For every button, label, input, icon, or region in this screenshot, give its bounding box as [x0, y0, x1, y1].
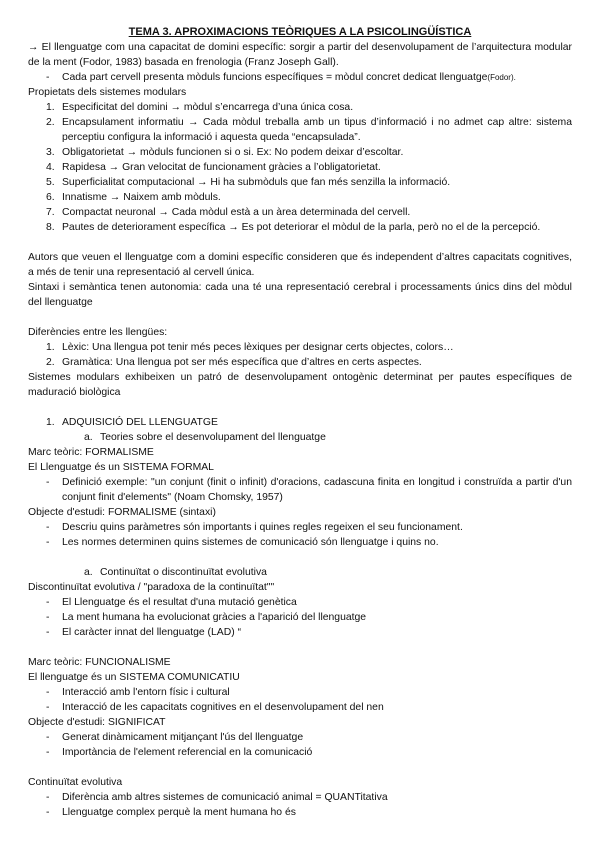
list-item: - Les normes determinen quins sistemes de comunicació són llenguatge i quins no. [0, 535, 572, 550]
list-item: 2. Encapsulament informatiu → Cada mòdul treballa amb un tipus d’informació i no admet cap altre: sistema perceptiu configura la informació i aquesta queda “encapsulada”. [46, 117, 572, 143]
intro-bullet-citation: (Fodor). [487, 73, 516, 82]
section-heading: 1. ADQUISICIÓ DEL LLENGUATGE [46, 417, 218, 428]
communicative-system-line: El llenguatge és un SISTEMA COMUNICATIU [28, 672, 240, 683]
list-item: - Generat dinàmicament mitjançant l'ús del llenguatge [0, 730, 572, 745]
sistemes-paragraph: Sistemes modulars exhibeixen un patró de desenvolupament ontogènic determinat per pautes específiques de maduració biològica [28, 372, 572, 398]
properties-list [0, 100, 600, 235]
definition-bullet: - Definició exemple: "un conjunt (finit o infinit) d'oracions, cadascuna finita en longitud i construïda a partir d'un conjunt finit d'elements" (Noam Chomsky, 1957) [0, 475, 572, 505]
autors-paragraph: Autors que veuen el llenguatge com a domini específic consideren que és independent d’altres capacitats cognitives, a més de tenir una representació al cervell única. [28, 252, 572, 278]
func-object-line: Objecte d'estudi: SIGNIFICAT [28, 717, 166, 728]
subsection-heading: a. Teories sobre el desenvolupament del llenguatge [84, 432, 326, 443]
differences-heading: Diferències entre les llengües: [28, 327, 168, 338]
intro-bullet [0, 70, 572, 85]
list-item: 6. Innatisme → Naixem amb mòduls. [46, 192, 221, 203]
list-item: - La ment humana ha evolucionat gràcies a l'aparició del llenguatge [0, 610, 572, 625]
intro-bullet-text: Cada part cervell presenta mòduls funcions específiques = mòdul concret dedicat llenguatge [62, 72, 488, 83]
list-item: - Descriu quins paràmetres són importants i quines regles regeixen el seu funcionament. [0, 520, 572, 535]
formal-system-line: El Llenguatge és un SISTEMA FORMAL [28, 462, 214, 473]
sintaxi-paragraph: Sintaxi i semàntica tenen autonomia: cada una té una representació cerebral i processaments únics dins del mòdul del llenguatge [28, 282, 572, 308]
list-item: 3. Obligatorietat → mòduls funcionen si o si. Ex: No podem deixar d’escoltar. [46, 147, 404, 158]
list-item: 5. Superficialitat computacional → Hi ha submòduls que fan més senzilla la informació. [46, 177, 451, 188]
list-item: - El Llenguatge és el resultat d'una mutació genètica [0, 595, 572, 610]
list-item: - Diferència amb altres sistemes de comunicació animal = QUANTitativa [0, 790, 572, 805]
list-item: - Interacció de les capacitats cognitives en el desenvolupament del nen [0, 700, 572, 715]
list-item: 2. Gramàtica: Una llengua pot ser més específica que d’altres en certs aspectes. [46, 357, 422, 368]
properties-heading: Propietats dels sistemes modulars [28, 87, 187, 98]
list-item: - Llenguatge complex perquè la ment humana ho és [0, 805, 572, 820]
list-item: 1. Especificitat del domini → mòdul s’encarrega d’una única cosa. [46, 102, 354, 113]
list-item: 1. Lèxic: Una llengua pot tenir més peces lèxiques per designar certs objectes, colors… [46, 342, 454, 353]
marc-funcionalisme: Marc teòric: FUNCIONALISME [28, 657, 171, 668]
list-item: - Importància de l'element referencial en la comunicació [0, 745, 572, 760]
list-item: 8. Pautes de deteriorament específica → Es pot deteriorar el mòdul de la parla, però no el de la percepció. [46, 222, 541, 233]
form-object-line: Objecte d'estudi: FORMALISME (sintaxi) [28, 507, 216, 518]
subsection-heading: a. Continuïtat o discontinuïtat evolutiva [84, 567, 267, 578]
list-item: 7. Compactat neuronal → Cada mòdul està a un àrea determinada del cervell. [46, 207, 411, 218]
marc-formalisme: Marc teòric: FORMALISME [28, 447, 154, 458]
discontinuity-heading: Discontinuïtat evolutiva / "paradoxa de la continuïtat"" [28, 582, 275, 593]
intro-paragraph: → El llenguatge com una capacitat de domini específic: sorgir a partir del desenvolupament de l’arquitectura modular de la ment (Fodor, 1983) basada en frenologia (Franz Joseph Gall). [28, 42, 572, 68]
document-title: TEMA 3. APROXIMACIONS TEÒRIQUES A LA PSICOLINGÜÍSTICA [128, 26, 472, 38]
list-item: - Interacció amb l'entorn físic i cultural [0, 685, 572, 700]
list-item: - El caràcter innat del llenguatge (LAD) “ [0, 625, 572, 640]
list-item: 4. Rapidesa → Gran velocitat de funcionament gràcies a l’obligatorietat. [46, 162, 381, 173]
continuity-heading: Continuïtat evolutiva [28, 777, 123, 788]
